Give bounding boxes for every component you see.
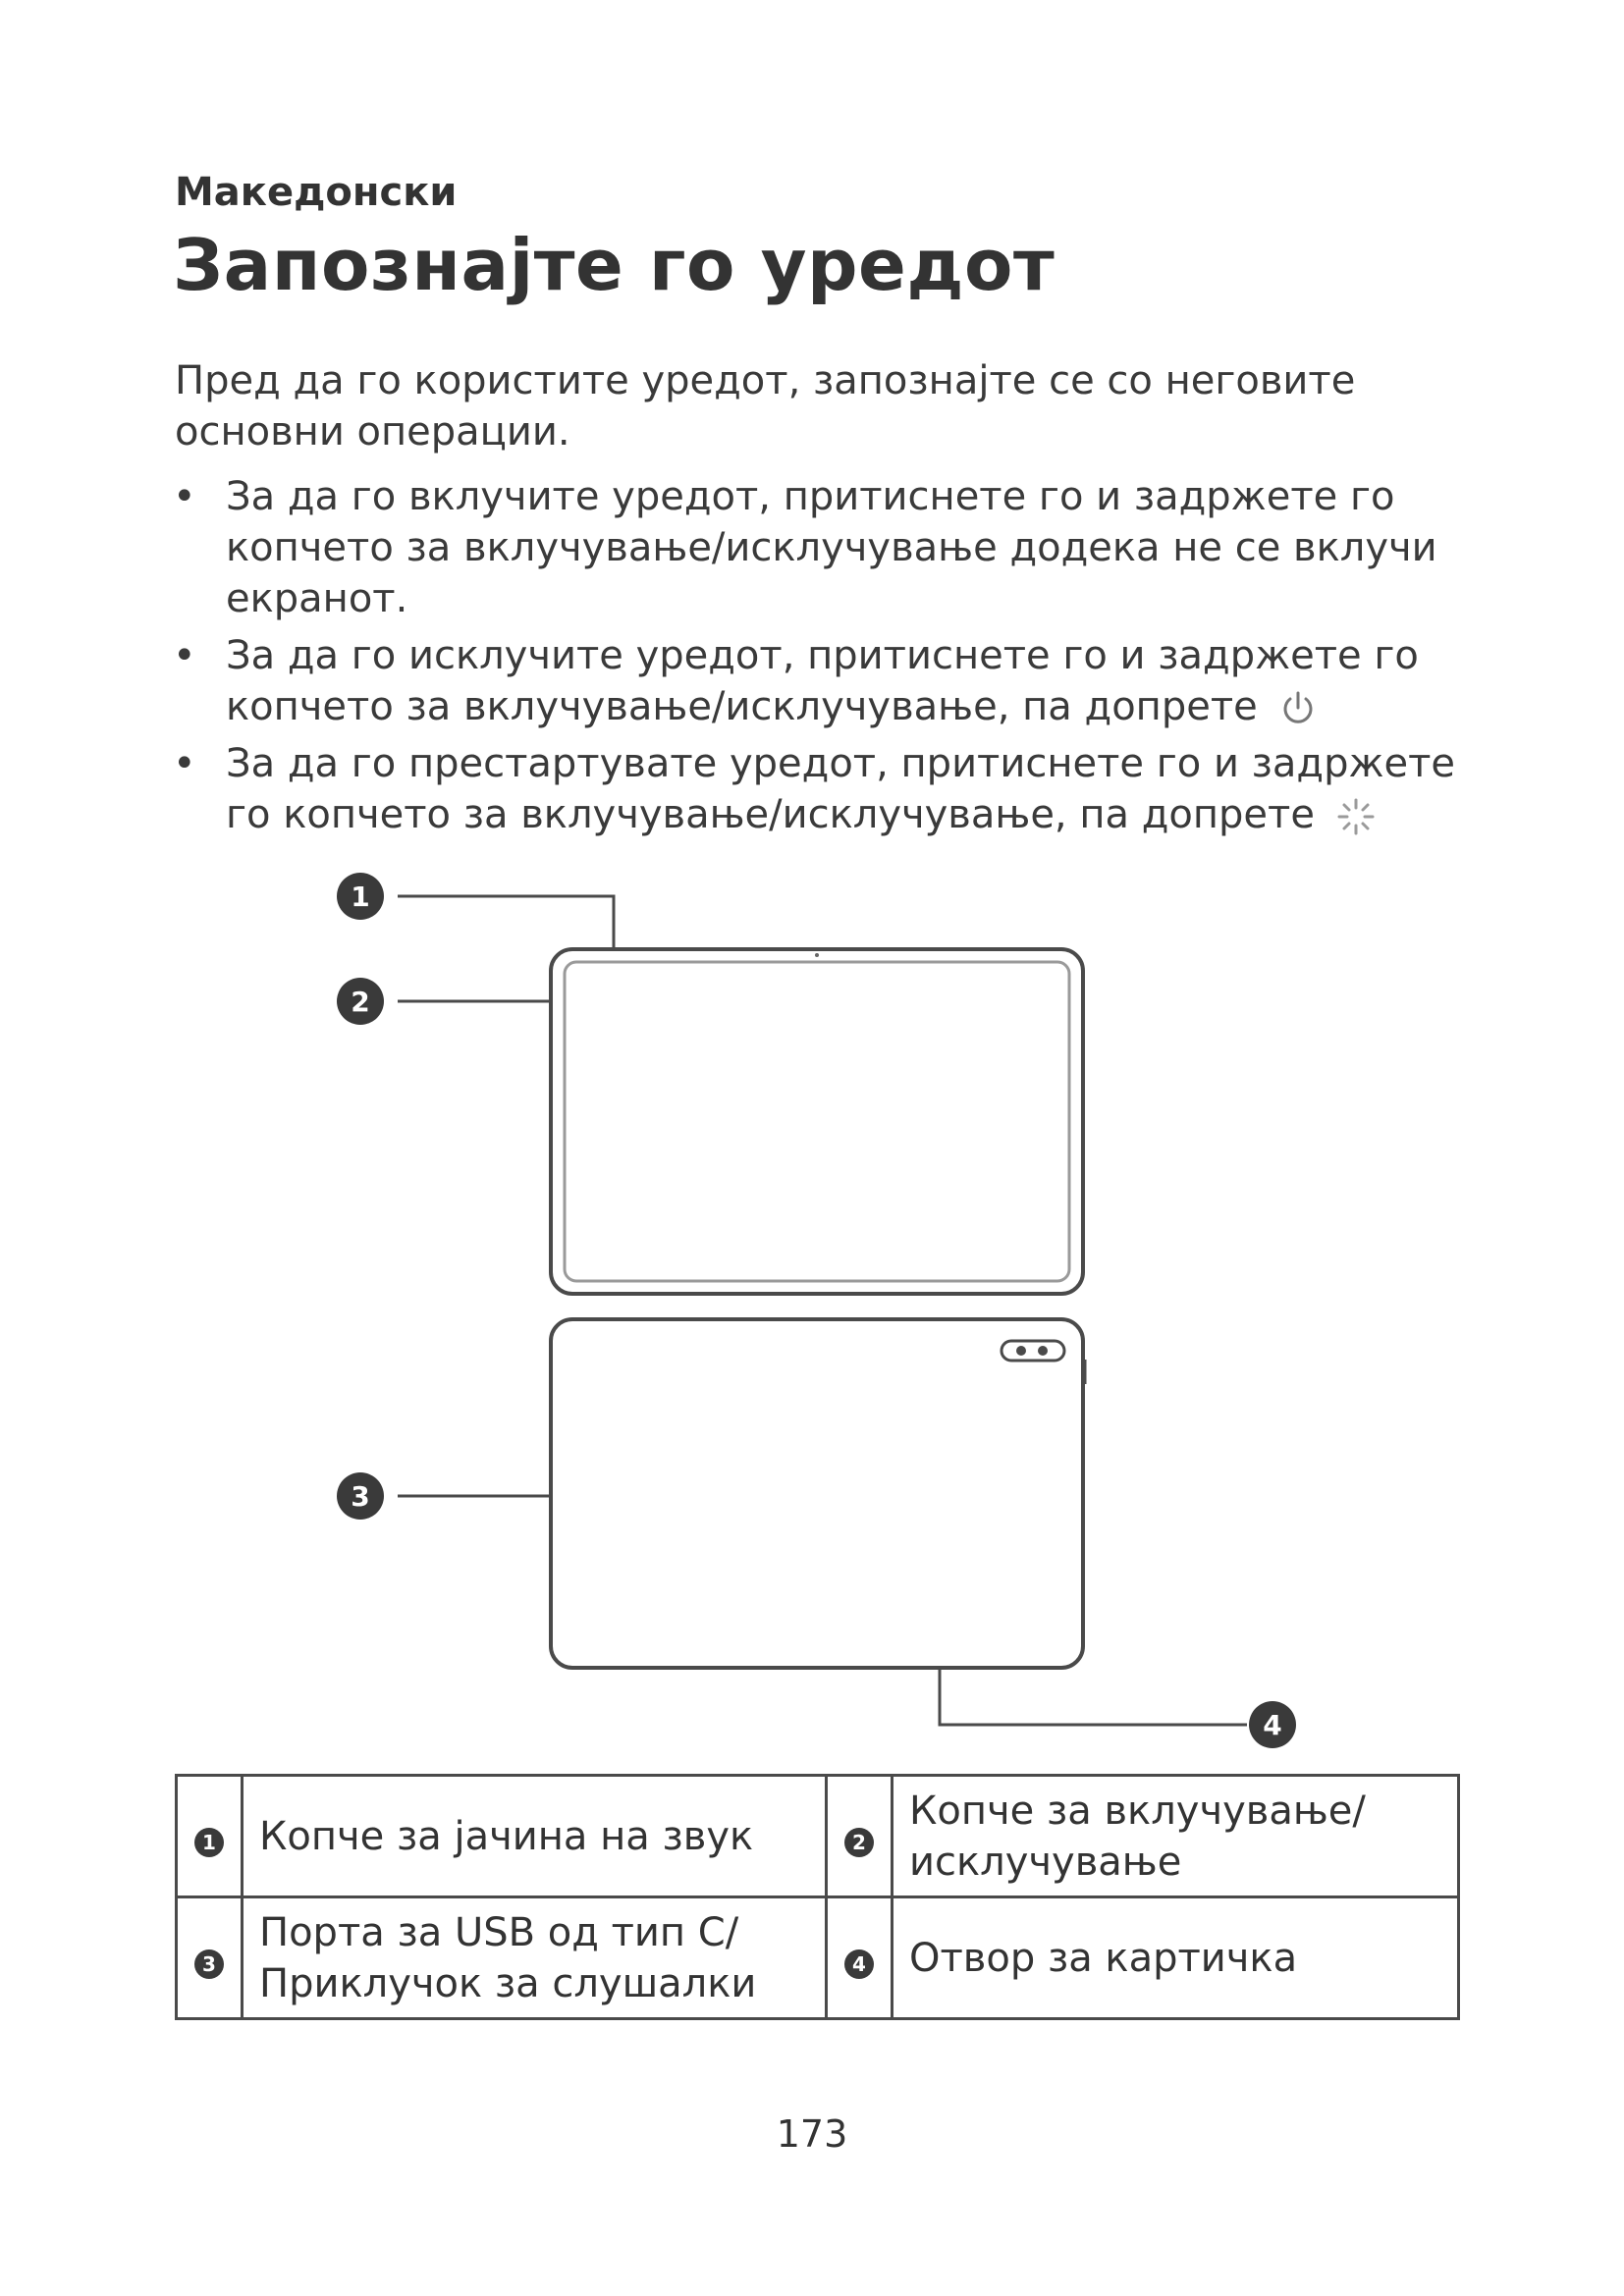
legend-number: 1	[194, 1828, 224, 1857]
table-row	[177, 1897, 1459, 2019]
svg-text:4: 4	[1263, 1709, 1282, 1741]
tablet-back	[551, 1319, 1085, 1668]
svg-text:2: 2	[351, 986, 370, 1018]
svg-text:1: 1	[351, 881, 370, 913]
language-label: Македонски	[175, 170, 458, 215]
bullet-text: За да го престартувате уредот, притиснете го и задржете го копчето за вклучување/исклучување, па допрете	[226, 741, 1456, 837]
callout-4	[1249, 1701, 1296, 1748]
callout-1	[337, 873, 384, 920]
legend-label: Отвор за картичка	[893, 1897, 1459, 2019]
table-row	[177, 1776, 1459, 1897]
svg-text:3: 3	[351, 1480, 370, 1513]
page-number: 173	[776, 2112, 848, 2156]
legend-table	[175, 1774, 1460, 2020]
list-item: • За да го вклучите уредот, притиснете го и задржете го копчето за вклучување/исклучување додека не се вклучи екранот.	[173, 474, 1437, 621]
legend-number: 3	[194, 1949, 224, 1979]
legend-number: 2	[844, 1828, 874, 1857]
page-title: Запознајте го уредот	[173, 224, 1056, 306]
legend-label: Копче за јачина на звук	[243, 1776, 827, 1897]
legend-label: Копче за вклучување/ исклучување	[893, 1776, 1459, 1897]
bullet-text: За да го исклучите уредот, притиснете го и задржете го копчето за вклучување/исклучување, па допрете	[226, 633, 1419, 729]
callout-3	[337, 1472, 384, 1520]
legend-label: Порта за USB од тип C/ Приклучок за слушалки	[243, 1897, 827, 2019]
list-item: • За да го исклучите уредот, притиснете го и задржете го копчето за вклучување/исклучување, па допрете	[173, 633, 1419, 729]
legend-number: 4	[844, 1949, 874, 1979]
tablet-front	[551, 949, 1083, 1294]
intro-paragraph: Пред да го користите уредот, запознајте се со неговите основни операции.	[175, 358, 1356, 454]
list-item: • За да го престартувате уредот, притиснете го и задржете го копчето за вклучување/исклучување, па допрете	[173, 741, 1456, 837]
callout-2	[337, 978, 384, 1025]
camera-module	[1001, 1341, 1064, 1361]
bullet-text: За да го вклучите уредот, притиснете го и задржете го копчето за вклучување/исклучување додека не се вклучи екранот.	[226, 474, 1437, 621]
